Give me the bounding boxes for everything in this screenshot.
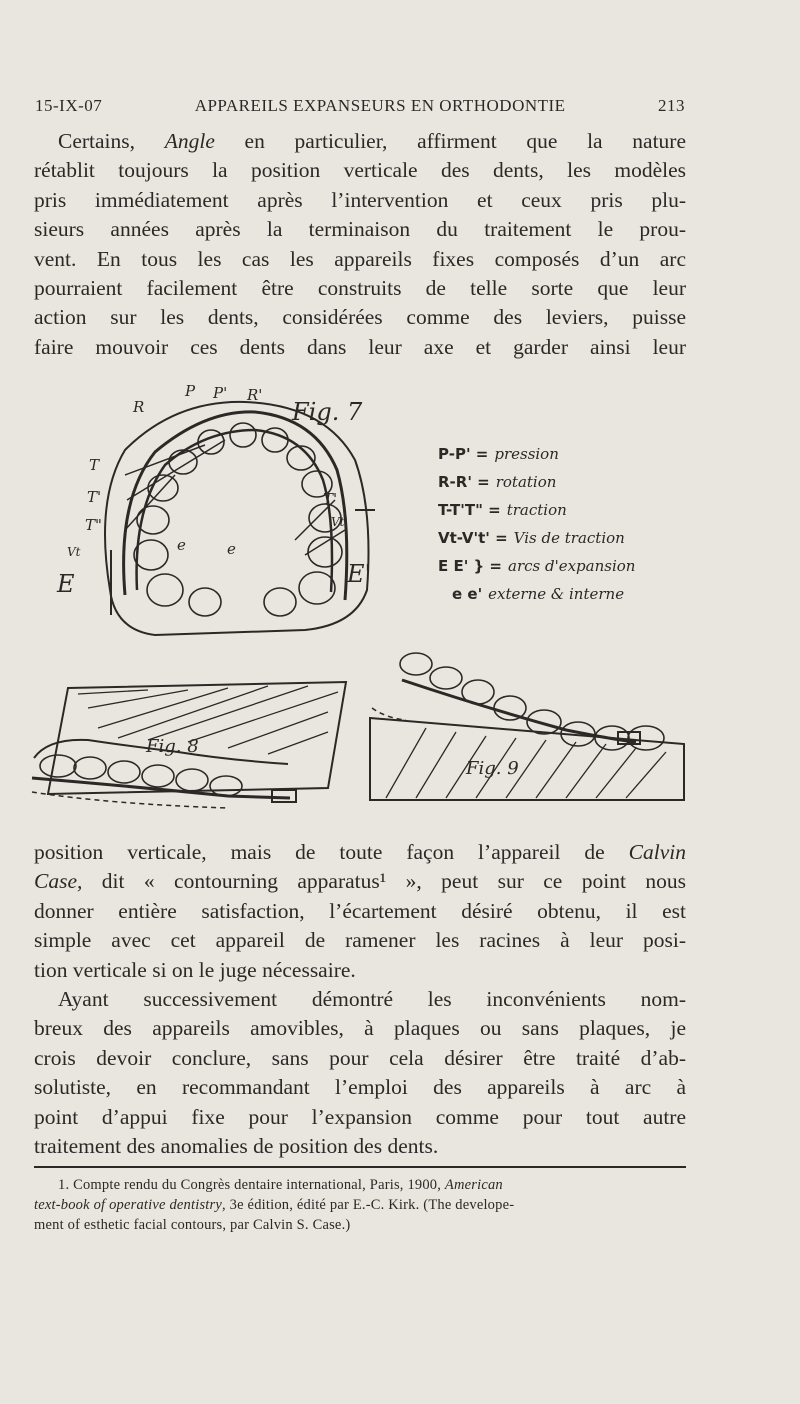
fig7-mark-big-e: E [57,570,75,598]
text-line: faire mouvoir ces dents dans leur axe et garder ainsi leur [34,334,686,359]
text-line: traitement des anomalies de position des dents. [34,1134,439,1159]
legend-row: Vt-V't' = Vis de traction [438,529,625,547]
fig7-mark-r-prime: R' [247,386,263,404]
fig7-mark-e: e [177,536,186,554]
text-line: action sur les dents, considérées comme des leviers, puisse [34,305,686,330]
figure-9-drawing [366,648,690,806]
text-line: breux des appareils amovibles, à plaques ou sans plaques, je [34,1016,686,1041]
figure-8-label: Fig. 8 [146,736,199,757]
author-name-angle: Angle [164,129,215,153]
text-line: Certains, Angle en particulier, affirment que la nature [58,129,686,153]
fig7-mark-vt-prime: Vt' [331,515,348,529]
fig7-mark-vt: Vt [67,545,81,559]
fig7-mark-e2: e [227,540,236,558]
text-line: solutiste, en recommandant l’emploi des appareils à arc à [34,1075,686,1100]
footnote-line: text-book of operative dentistry, 3e édition, édité par E.-C. Kirk. (The develope- [34,1197,515,1213]
footnote-line: ment of esthetic facial contours, par Calvin S. Case.) [34,1217,351,1233]
text-line: sieurs années après la terminaison du traitement le prou- [34,217,686,242]
paragraph-2 [34,838,686,985]
footnote [34,1175,686,1235]
legend-row: P-P' = pression [438,445,559,463]
text-line: simple avec cet appareil de ramener les racines à leur posi- [34,928,686,953]
text-line: Ayant successivement démontré les inconvénients nom- [58,987,686,1011]
text-line: rétablit toujours la position verticale des dents, les modèles [34,158,686,183]
page-number: 213 [658,96,685,115]
figure-7-drawing [55,380,435,645]
fig7-mark-p-prime: P' [213,384,228,402]
paragraph-3 [34,985,686,1161]
author-name-case: Case, [34,869,83,894]
text-line: tion verticale si on le juge nécessaire. [34,957,356,982]
text-line: pourraient facilement être construits de telle sorte que leur [34,276,686,301]
header-title: APPAREILS EXPANSEURS EN ORTHODONTIE [194,96,566,115]
footnote-divider [34,1166,686,1168]
author-name-calvin: Calvin [628,840,686,864]
fig7-mark-r: R [133,398,145,416]
figure-7-label: Fig. 7 [292,398,363,426]
text-line: position verticale, mais de toute façon l’appareil de Calvin [34,840,686,864]
legend-row: E E' } = arcs d'expansion [438,557,636,575]
figure-8-drawing [28,668,358,816]
text-line: pris immédiatement après l’intervention et ceux pris plu- [34,187,686,212]
legend-row: e e' externe & interne [452,585,625,603]
text-line: Case, dit « contourning apparatus¹ », peut sur ce point nous [34,869,686,894]
figure-7-legend [438,440,678,608]
fig7-mark-t-prime: T' [87,488,102,506]
text-line: vent. En tous les cas les appareils fixes composés d’un arc [34,246,686,271]
fig7-mark-t-right: T' [323,490,338,508]
fig7-mark-p: P [185,382,196,400]
paragraph-1 [34,127,686,362]
legend-row: T-T'T" = traction [438,501,567,519]
footnote-line: 1. Compte rendu du Congrès dentaire international, Paris, 1900, American [58,1177,503,1193]
header-date: 15-IX-07 [35,96,103,115]
figure-9-label: Fig. 9 [466,758,519,779]
running-head [35,96,685,116]
legend-row: R-R' = rotation [438,473,557,491]
text-line: donner entière satisfaction, l’écartement désiré obtenu, il est [34,898,686,923]
fig7-mark-big-e-prime: E' [347,560,372,588]
text-line: point d’appui fixe pour l’expansion comme pour tout autre [34,1104,686,1129]
text-line: crois devoir conclure, sans pour cela désirer être traité d’ab- [34,1045,686,1070]
fig7-mark-t-second: T" [85,516,102,534]
fig7-mark-t: T [89,456,100,474]
